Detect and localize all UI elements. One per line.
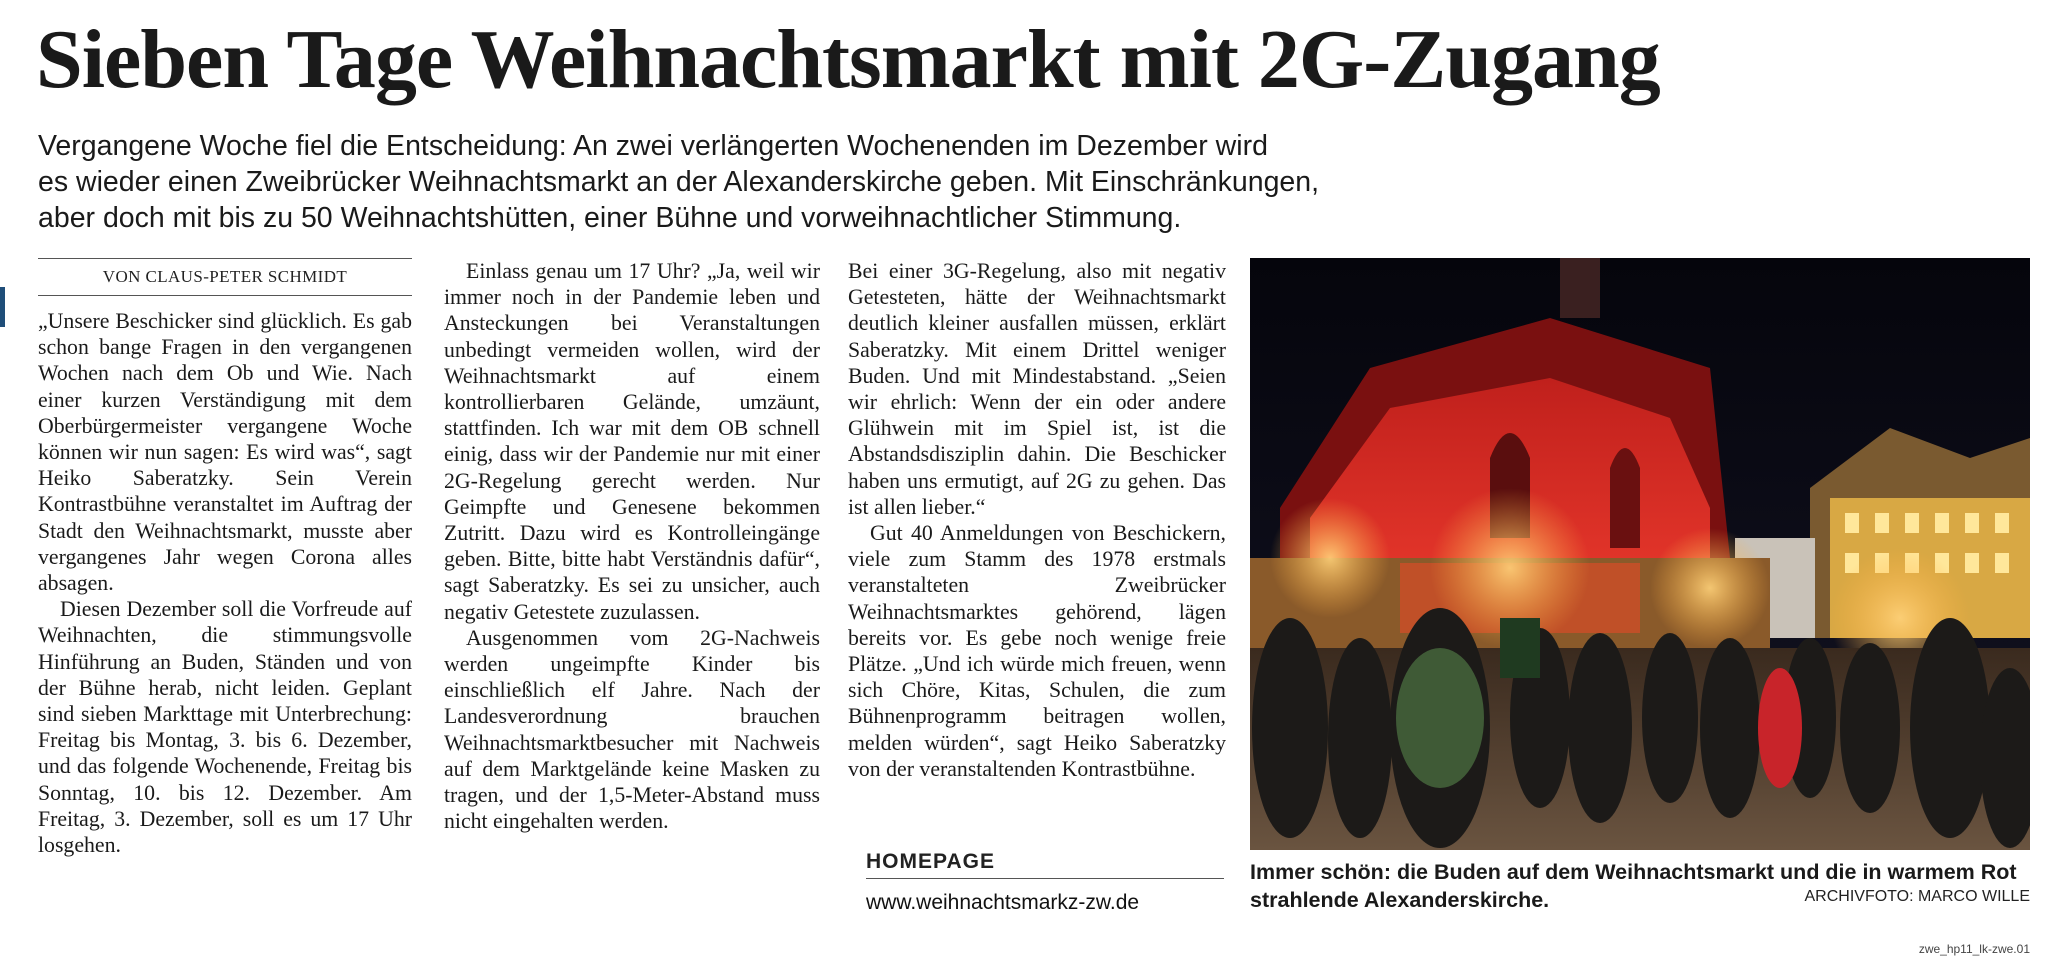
- article-column-2: [444, 258, 820, 834]
- article-paragraph: Diesen Dezember soll die Vorfreude auf Weihnachten, die stimmungsvolle Hinführung an Buden, Ständen und von der Bühne herab, nicht leiden. Geplant sind sieben Markttage mit Unterbrechung: Freitag bis Montag, 3. bis 6. Dezember, und das folgende Wochenende, Freitag bis Sonntag, 10. bis 12. Dezember. Am Freitag, 3. Dezember, soll es um 17 Uhr losgehen.: [38, 597, 412, 858]
- article-paragraph: „Unsere Beschicker sind glücklich. Es gab schon bange Fragen in den vergangenen Wochen nach dem Ob und Wie. Nach einer kurzen Verständigung mit dem Oberbürgermeister vergangene Woche können wir nun sagen: Es wird was“, sagt Heiko Saberatzky. Sein Verein Kontrastbühne veranstaltet im Auftrag der Stadt den Weihnachtsmarkt, musste aber vergangenes Jahr wegen Corona alles absagen.: [38, 309, 412, 596]
- photo-caption: Immer schön: die Buden auf dem Weihnachtsmarkt und die in warmem Rot strahlende Alexanderskirche.: [1250, 860, 2017, 912]
- lead-line: es wieder einen Zweibrücker Weihnachtsmarkt an der Alexanderskirche geben. Mit Einschränkungen,: [38, 166, 1320, 198]
- article-column-1: [38, 308, 412, 858]
- article-paragraph: Ausgenommen vom 2G-Nachweis werden ungeimpfte Kinder bis einschließlich elf Jahre. Nach der Landesverordnung brauchen Weihnachtsmarktbesucher mit Nachweis auf dem Marktgelände keine Masken zu tragen, und der 1,5-Meter-Abstand muss nicht eingehalten werden.: [444, 625, 820, 834]
- article-paragraph: Bei einer 3G-Regelung, also mit negativ Getesteten, hätte der Weihnachtsmarkt deutlich kleiner ausfallen müssen, erklärt Saberatzky. Mit einem Drittel weniger Buden. Und mit Mindestabstand. „Seien wir ehrlich: Wenn der ein oder andere Glühwein mit im Spiel ist, ist die Abstandsdisziplin dahin. Die Beschicker haben uns ermutigt, auf 2G zu gehen. Das ist allen lieber.“: [848, 259, 1226, 519]
- article-paragraph: Einlass genau um 17 Uhr? „Ja, weil wir immer noch in der Pandemie leben und Ansteckungen bei Veranstaltungen unbedingt vermeiden wollen, wird der Weihnachtsmarkt auf einem kontrollierbaren Gelände, umzäunt, stattfinden. Ich war mit dem OB schnell einig, dass wir der Pandemie nur mit einer 2G-Regelung gerecht werden. Nur Geimpfte und Genesene bekommen Zutritt. Dazu wird es Kontrolleingänge geben. Bitte, bitte habt Verständnis dafür“, sagt Saberatzky. Es sei zu unsicher, auch negativ Getestete zuzulassen.: [444, 259, 820, 624]
- lead-line: aber doch mit bis zu 50 Weihnachtshütten, einer Bühne und vorweihnachtlicher Stimmung.: [38, 202, 1182, 234]
- headline: Sieben Tage Weihnachtsmarkt mit 2G-Zugang: [36, 13, 1660, 106]
- lead-line: Vergangene Woche fiel die Entscheidung: An zwei verlängerten Wochenenden im Dezember wird: [38, 130, 1268, 162]
- homepage-title: HOMEPAGE: [866, 850, 1224, 879]
- lead-paragraph: [38, 128, 1398, 236]
- byline: VON CLAUS-PETER SCHMIDT: [38, 258, 412, 296]
- christmas-market-church-photo: [1250, 258, 2030, 850]
- article-column-3: [848, 258, 1226, 782]
- homepage-infobox: [866, 850, 1224, 915]
- photo-credit: ARCHIVFOTO: MARCO WILLE: [1804, 888, 2030, 905]
- article-photo: [1250, 258, 2030, 850]
- homepage-link[interactable]: www.weihnachtsmarkz-zw.de: [866, 891, 1140, 914]
- article-paragraph: Gut 40 Anmeldungen von Beschickern, viele zum Stamm des 1978 erstmals veranstalteten Zweibrücker Weihnachtsmarktes gehörend, lägen bereits vor. Es gebe noch wenige freie Plätze. „Und ich würde mich freuen, wenn sich Chöre, Kitas, Schulen, die zum Bühnenprogramm beitragen wollen, melden würden“, sagt Heiko Saberatzky von der veranstaltenden Kontrastbühne.: [848, 521, 1226, 781]
- page-edge-marker: [0, 287, 5, 327]
- page-code: zwe_hp11_lk-zwe.01: [1918, 942, 2030, 956]
